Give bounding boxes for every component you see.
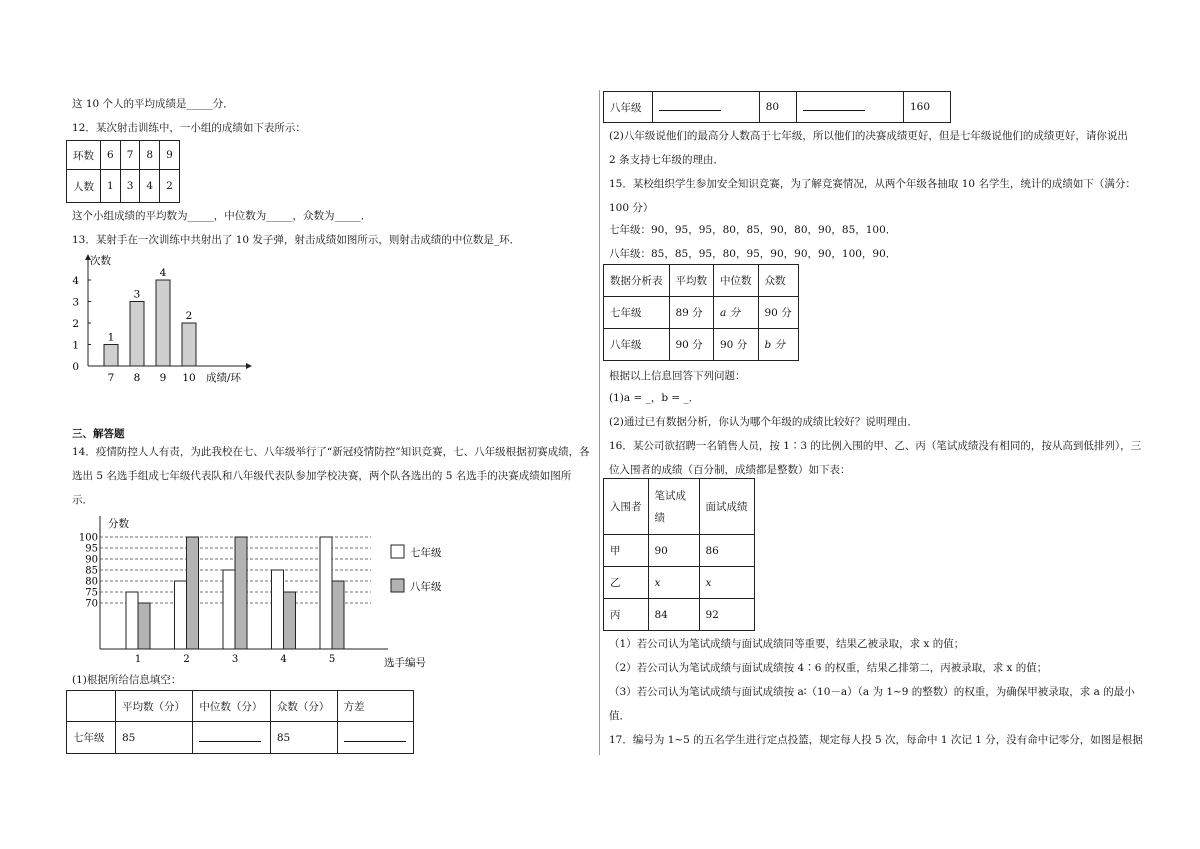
column-divider — [599, 90, 600, 755]
y-axis-label: 次数 — [90, 255, 111, 267]
q14-sub2-l1: (2)八年级说他们的最高分人数高于七年级，所以他们的决赛成绩更好，但是七年级说他们的成绩更好，请你说出 — [609, 130, 1128, 142]
cell: 160 — [903, 92, 950, 123]
cell — [337, 722, 413, 754]
q14-sub2-l2: 2 条支持七年级的理由． — [609, 154, 725, 166]
bar-grade7 — [126, 592, 138, 649]
x-tick-label: 10 — [182, 372, 196, 384]
x-axis-label: 选手编号 — [384, 657, 426, 669]
cell: 8 — [140, 141, 160, 170]
q16-s3b: 值． — [609, 710, 630, 722]
cell: 3 — [120, 170, 140, 203]
y-tick-label: 85 — [85, 565, 98, 577]
legend-label: 七年级 — [410, 547, 442, 559]
q15-g7: 七年级：90，95，95，80，85，90，80，90，85，100． — [609, 224, 897, 236]
cell: 众数（分） — [270, 691, 337, 722]
y-tick-label: 3 — [72, 296, 79, 309]
bar-grade8 — [138, 603, 150, 649]
q12-ask: 这个小组成绩的平均数为_____，中位数为_____，众数为_____． — [72, 210, 372, 222]
cell: 八年级 — [604, 329, 670, 361]
bar — [182, 323, 196, 366]
q14-line3: 示． — [72, 494, 93, 506]
cell: 4 — [140, 170, 160, 203]
q14-line2: 选出 5 名选手组成七年级代表队和八年级代表队参加学校决赛，两个队各选出的 5 名选手的决赛成绩如图所 — [72, 470, 572, 482]
bar-grade8 — [332, 581, 344, 649]
q12-intro: 12．某次射击训练中，一小组的成绩如下表所示： — [72, 122, 306, 134]
x-tick-label: 1 — [134, 654, 142, 665]
q14-line1: 14．疫情防控人人有责，为此我校在七、八年级举行了“新冠疫情防控”知识竞赛，七、八年级根据初赛成绩，各 — [72, 446, 590, 458]
cell: 众数 — [758, 265, 798, 297]
cell: 9 — [160, 141, 180, 170]
q15-l2: 100 分） — [609, 202, 654, 214]
cell: 甲 — [604, 535, 649, 567]
cell: 方差 — [337, 691, 413, 722]
legend-swatch — [391, 579, 404, 592]
x-tick-label: 7 — [107, 372, 115, 384]
x-tick-label: 9 — [159, 372, 167, 384]
q15-l1: 15．某校组织学生参加安全知识竞赛，为了解竞赛情况，从两个年级各抽取 10 名学生，统计的成绩如下（满分： — [609, 178, 1136, 190]
cell: 七年级 — [67, 722, 116, 754]
cell: 七年级 — [604, 297, 670, 329]
y-tick-label: 2 — [72, 318, 79, 330]
cell: 八年级 — [604, 92, 653, 123]
cell: 中位数（分） — [193, 691, 270, 722]
cell: 平均数 — [669, 265, 714, 297]
q15-g8: 八年级：85，85，95，80，95，90，90，90，100，90． — [609, 248, 897, 260]
data-label: 1 — [107, 331, 115, 344]
cell: 笔试成绩 — [648, 479, 699, 535]
answer-blank — [199, 731, 261, 742]
q17: 17．编号为 1~5 的五名学生进行定点投篮，规定每人投 5 次，每命中 1 次记 1 分，没有命中记零分，如图是根据 — [609, 734, 1143, 746]
q14-sub1: (1)根据所给信息填空： — [72, 674, 182, 686]
cell: 6 — [101, 141, 121, 170]
x-tick-label: 3 — [231, 654, 239, 665]
y-tick-label: 75 — [85, 587, 98, 599]
bar-grade8 — [187, 537, 199, 649]
cell: 85 — [270, 722, 337, 754]
cell: 平均数（分） — [116, 691, 193, 722]
y-tick-label: 70 — [85, 598, 98, 610]
y-axis-label: 分数 — [108, 518, 129, 530]
cell: 入围者 — [604, 479, 649, 535]
q11-tail: 这 10 个人的平均成绩是_____分． — [72, 98, 234, 110]
q16-s3: （3）若公司认为笔试成绩与面试成绩按 a∶（10－a）（a 为 1~9 的整数）的权重，为确保甲被录取，求 a 的最小 — [609, 686, 1135, 698]
cell — [797, 92, 904, 123]
answer-blank — [803, 100, 865, 111]
cell: 89 分 — [669, 297, 714, 329]
q16-l1: 16．某公司欲招聘一名销售人员，按 1∶3 的比例入围的甲、乙、丙（笔试成绩没有相同的，按从高到低排列），三 — [609, 440, 1142, 452]
cell: 数据分析表 — [604, 265, 670, 297]
cell — [193, 722, 270, 754]
cell: x — [648, 567, 699, 599]
cell: 7 — [120, 141, 140, 170]
cell: 面试成绩 — [699, 479, 754, 535]
q15-s1: (1)a = _，b = _． — [609, 392, 700, 404]
cell: 84 — [648, 599, 699, 631]
cell: 2 — [160, 170, 180, 203]
q16-s1: （1）若公司认为笔试成绩与面试成绩同等重要，结果乙被录取，求 x 的值； — [609, 638, 965, 650]
bar — [104, 345, 118, 367]
cell: 90 分 — [714, 329, 759, 361]
cell: 乙 — [604, 567, 649, 599]
cell: 1 — [101, 170, 121, 203]
y-tick-label: 90 — [85, 554, 98, 566]
q15-table — [603, 264, 799, 361]
q14-grouped-bar-chart — [66, 512, 456, 669]
cell: 90 分 — [669, 329, 714, 361]
cell: 90 — [648, 535, 699, 567]
q14-table-cont — [603, 91, 951, 123]
y-tick-label: 95 — [85, 543, 98, 555]
cell: 92 — [699, 599, 754, 631]
q14-table — [66, 690, 414, 754]
cell: 环数 — [67, 141, 101, 170]
bar — [130, 302, 144, 367]
x-axis-label: 成绩/环 — [206, 372, 242, 384]
legend-swatch — [391, 545, 404, 558]
cell: 90 分 — [758, 297, 798, 329]
y-tick-label: 4 — [72, 275, 79, 287]
bar-grade7 — [272, 570, 284, 649]
bar-grade7 — [175, 581, 187, 649]
cell: 人数 — [67, 170, 101, 203]
q15-ask: 根据以上信息回答下列问题： — [609, 370, 746, 382]
bar — [156, 280, 170, 366]
cell: 丙 — [604, 599, 649, 631]
legend-label: 八年级 — [410, 581, 442, 593]
bar-grade8 — [284, 592, 296, 649]
data-label: 2 — [185, 310, 193, 322]
x-tick-label: 4 — [280, 654, 287, 665]
cell: 86 — [699, 535, 754, 567]
q16-s2: （2）若公司认为笔试成绩与面试成绩按 4∶6 的权重，结果乙排第二，丙被录取，求 x 的值； — [609, 662, 1048, 674]
y-tick-label: 80 — [85, 576, 98, 588]
data-label: 4 — [159, 267, 167, 279]
x-axis-arrow — [246, 363, 252, 369]
q12-table — [66, 140, 180, 203]
y-tick-label: 0 — [72, 361, 79, 373]
x-tick-label: 8 — [133, 372, 141, 384]
y-tick-label: 1 — [72, 339, 79, 352]
cell — [653, 92, 760, 123]
q13-bar-chart — [60, 250, 290, 390]
cell — [67, 691, 116, 722]
cell: 85 — [116, 722, 193, 754]
cell: 中位数 — [714, 265, 759, 297]
cell: b 分 — [758, 329, 798, 361]
x-tick-label: 2 — [183, 654, 190, 665]
q16-l2: 位入围者的成绩（百分制，成绩都是整数）如下表： — [609, 464, 851, 476]
data-label: 3 — [133, 288, 141, 301]
cell: a 分 — [714, 297, 759, 329]
answer-blank — [659, 100, 721, 111]
bar-grade8 — [235, 537, 247, 649]
cell: 80 — [759, 92, 797, 123]
section-heading: 三、解答题 — [72, 428, 125, 440]
answer-blank — [344, 731, 406, 742]
y-tick-label: 100 — [78, 532, 98, 544]
x-tick-label: 5 — [328, 654, 336, 665]
bar-grade7 — [223, 570, 235, 649]
bar-grade7 — [320, 537, 332, 649]
cell: x — [699, 567, 754, 599]
q16-table — [603, 478, 755, 631]
q13-text: 13．某射手在一次训练中共射出了 10 发子弹，射击成绩如图所示，则射击成绩的中位数是_环． — [72, 234, 521, 246]
q15-s2: (2)通过已有数据分析，你认为哪个年级的成绩比较好？说明理由． — [609, 416, 918, 428]
